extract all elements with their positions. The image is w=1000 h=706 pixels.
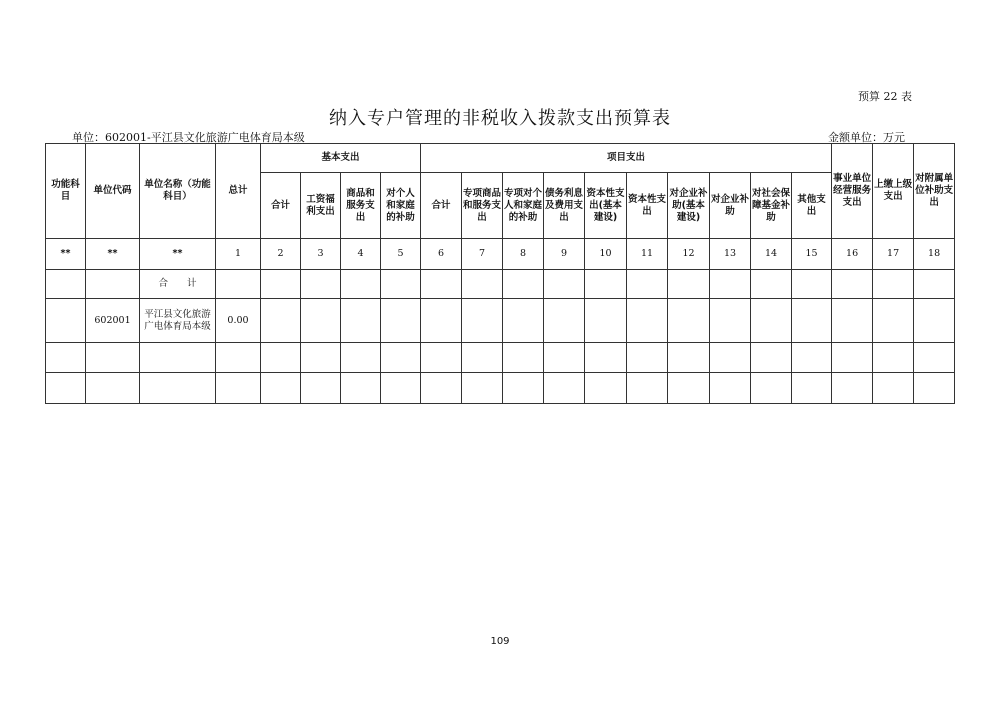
index-cell: 5 xyxy=(381,239,421,270)
header-basic-personal: 对个人和家庭的补助 xyxy=(381,173,421,239)
cell-name: 平江县文化旅游广电体育局本级 xyxy=(140,299,216,343)
header-total: 总计 xyxy=(216,144,261,239)
index-cell: ** xyxy=(46,239,86,270)
page-number: 109 xyxy=(490,636,510,647)
page-title: 纳入专户管理的非税收入拨款支出预算表 xyxy=(329,108,671,129)
header-unit-code: 单位代码 xyxy=(86,144,140,239)
index-cell: 15 xyxy=(792,239,832,270)
header-basic-wages: 工资福利支出 xyxy=(301,173,341,239)
table-row xyxy=(46,299,955,343)
header-project-enterprise-construction: 对企业补助(基本建设) xyxy=(668,173,710,239)
header-business: 事业单位经营服务支出 xyxy=(832,144,873,239)
cell-total: 0.00 xyxy=(216,299,261,343)
cell-func xyxy=(46,270,86,299)
table-number: 预算 22 表 xyxy=(858,90,912,103)
index-cell: 10 xyxy=(585,239,627,270)
index-cell: 4 xyxy=(341,239,381,270)
index-cell: 12 xyxy=(668,239,710,270)
header-unit-name: 单位名称（功能科目） xyxy=(140,144,216,239)
header-basic-group: 基本支出 xyxy=(261,144,421,173)
header-project-social-security: 对社会保障基金补助 xyxy=(751,173,792,239)
table-row-total xyxy=(46,270,955,299)
index-cell: 3 xyxy=(301,239,341,270)
cell-func xyxy=(46,299,86,343)
index-cell: 11 xyxy=(627,239,668,270)
header-project-group: 项目支出 xyxy=(421,144,832,173)
amount-unit-label: 金额单位：万元 xyxy=(828,131,905,144)
cell-name: 合 计 xyxy=(140,270,216,299)
cell-code: 602001 xyxy=(86,299,140,343)
header-basic-goods: 商品和服务支出 xyxy=(341,173,381,239)
header-func-subject: 功能科目 xyxy=(46,144,86,239)
unit-label: 单位：602001-平江县文化旅游广电体育局本级 xyxy=(72,131,305,144)
header-project-personal: 专项对个人和家庭的补助 xyxy=(503,173,544,239)
index-cell: 6 xyxy=(421,239,462,270)
index-cell: 16 xyxy=(832,239,873,270)
index-cell: 2 xyxy=(261,239,301,270)
index-cell: 17 xyxy=(873,239,914,270)
header-project-goods: 专项商品和服务支出 xyxy=(462,173,503,239)
table-row-empty xyxy=(46,343,955,373)
header-upper: 上缴上级支出 xyxy=(873,144,914,239)
index-cell: 18 xyxy=(914,239,955,270)
header-project-other: 其他支出 xyxy=(792,173,832,239)
budget-table xyxy=(45,143,955,404)
header-project-capital: 资本性支出 xyxy=(627,173,668,239)
header-project-debt: 债务利息及费用支出 xyxy=(544,173,585,239)
index-cell: ** xyxy=(140,239,216,270)
header-affiliate: 对附属单位补助支出 xyxy=(914,144,955,239)
index-cell: 13 xyxy=(710,239,751,270)
index-cell: ** xyxy=(86,239,140,270)
header-basic-sum: 合计 xyxy=(261,173,301,239)
cell-total xyxy=(216,270,261,299)
header-project-enterprise: 对企业补助 xyxy=(710,173,751,239)
index-cell: 8 xyxy=(503,239,544,270)
cell-code xyxy=(86,270,140,299)
index-row xyxy=(46,239,955,270)
index-cell: 1 xyxy=(216,239,261,270)
table-row-empty xyxy=(46,373,955,404)
index-cell: 14 xyxy=(751,239,792,270)
index-cell: 7 xyxy=(462,239,503,270)
header-project-sum: 合计 xyxy=(421,173,462,239)
index-cell: 9 xyxy=(544,239,585,270)
header-project-capital-construction: 资本性支出(基本建设) xyxy=(585,173,627,239)
